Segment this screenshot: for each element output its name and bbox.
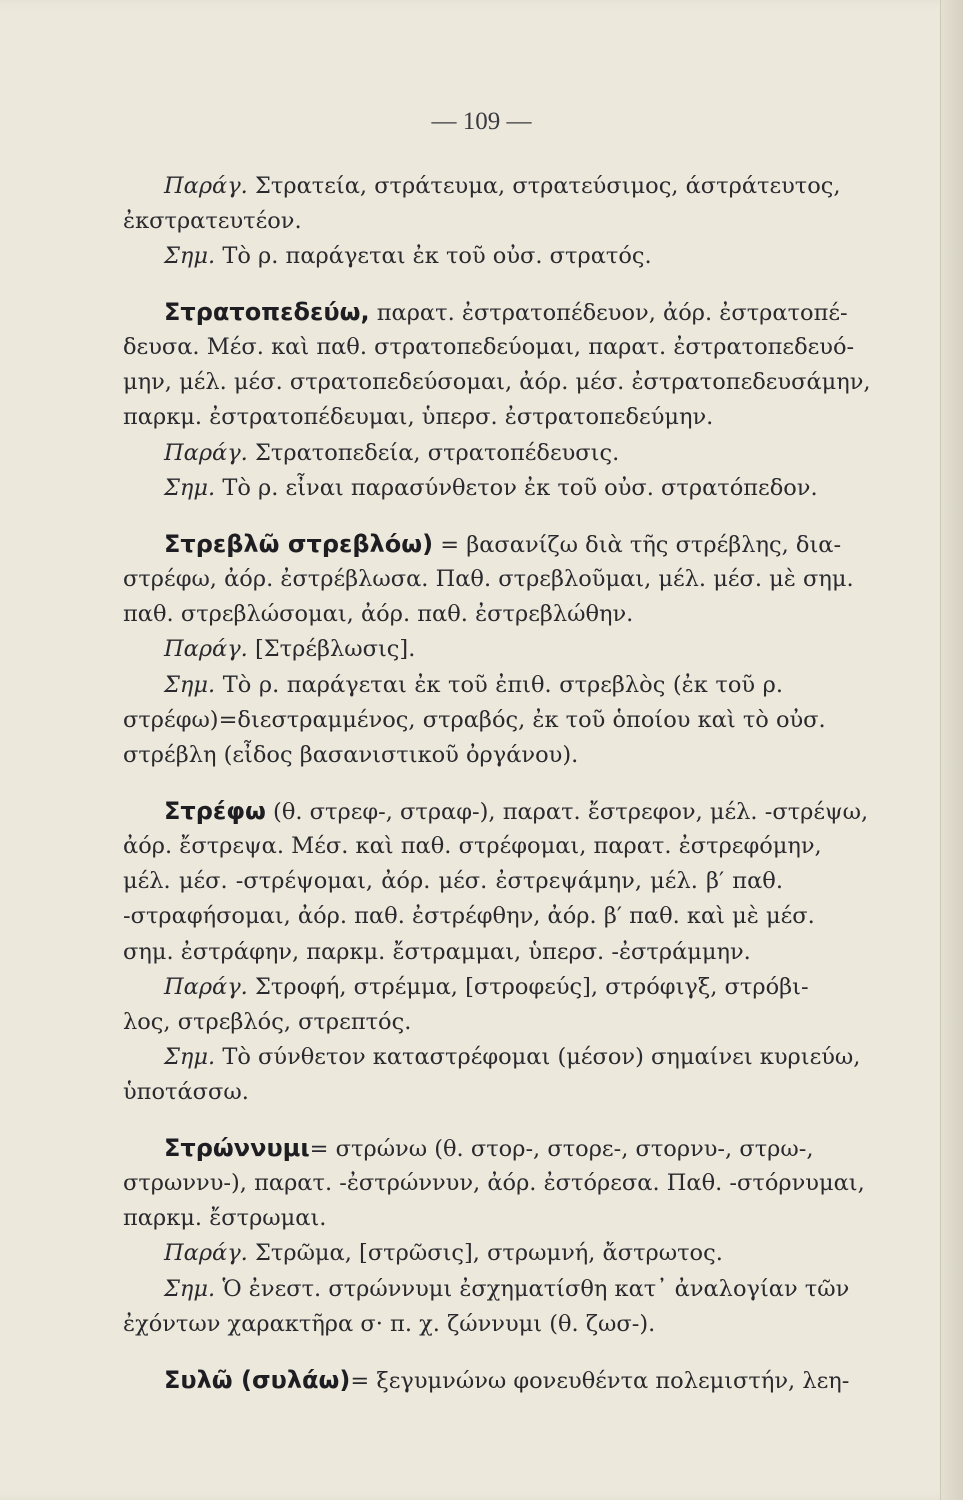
- text-line: Σημ. Τὸ ρ. εἶναι παρασύνθετον ἐκ τοῦ οὐσ. στρατόπεδον.: [164, 475, 818, 501]
- page-number: — 109 —: [431, 108, 532, 135]
- text-line: λος, στρεβλός, στρεπτός.: [123, 1009, 412, 1035]
- text-line: Παράγ. [Στρέβλωσις].: [164, 636, 416, 662]
- text-line: στρωννυ-), παρατ. -ἐστρώννυν, ἀόρ. ἐστόρεσα. Παθ. -στόρνυμαι,: [123, 1170, 865, 1196]
- text-line: ἀόρ. ἔστρεψα. Μέσ. καὶ παθ. στρέφομαι, παρατ. ἐστρεφόμην,: [123, 833, 822, 859]
- text-line: Σημ. Τὸ σύνθετον καταστρέφομαι (μέσον) σημαίνει κυριεύω,: [164, 1044, 861, 1070]
- text-line: Σημ. Ὁ ἐνεστ. στρώννυμι ἐσχηματίσθη κατ᾽ ἀναλογίαν τῶν: [164, 1276, 850, 1302]
- text-line: ἐκστρατευτέον.: [123, 208, 302, 234]
- entry-line: Στρέφω (θ. στρεφ-, στραφ-), παρατ. ἔστρεφον, μέλ. -στρέψω,: [164, 797, 869, 825]
- lemma: Στρέφω: [164, 797, 266, 825]
- text-line: Σημ. Τὸ ρ. παράγεται ἐκ τοῦ ἐπιθ. στρεβλὸς (ἐκ τοῦ ρ.: [164, 672, 783, 698]
- entry-line: Στρώννυμι= στρώνω (θ. στορ-, στορε-, στορνυ-, στρω-,: [164, 1134, 814, 1162]
- text-line: Σημ. Τὸ ρ. παράγεται ἐκ τοῦ οὐσ. στρατός.: [164, 243, 652, 269]
- text-line: μέλ. μέσ. -στρέψομαι, ἀόρ. μέσ. ἐστρεψάμην, μέλ. β′ παθ.: [123, 868, 783, 894]
- lemma: Στρεβλῶ στρεβλόω): [164, 530, 434, 558]
- lemma: Στρατοπεδεύω,: [164, 298, 370, 326]
- page-edge: [940, 0, 963, 1500]
- text-line: ὑποτάσσω.: [123, 1079, 249, 1105]
- text-line: μην, μέλ. μέσ. στρατοπεδεύσομαι, ἀόρ. μέσ. ἐστρατοπεδευσάμην,: [123, 369, 871, 395]
- text-line: -στραφήσομαι, ἀόρ. παθ. ἐστρέφθην, ἀόρ. β′ παθ. καὶ μὲ μέσ.: [123, 903, 815, 929]
- text-line: παρκμ. ἐστρατοπέδευμαι, ὑπερσ. ἐστρατοπεδεύμην.: [123, 404, 714, 430]
- entry-line: Συλῶ (συλάω)= ξεγυμνώνω φονευθέντα πολεμιστήν, λεη-: [164, 1366, 850, 1394]
- text-line: δευσα. Μέσ. καὶ παθ. στρατοπεδεύομαι, παρατ. ἐστρατοπεδευό-: [123, 334, 855, 360]
- text-line: Παράγ. Στρατεία, στράτευμα, στρατεύσιμος, άστράτευτος,: [164, 173, 841, 199]
- text-line: παρκμ. ἔστρωμαι.: [123, 1205, 327, 1231]
- lemma: Στρώννυμι: [164, 1134, 310, 1162]
- entry-line: Στρατοπεδεύω, παρατ. ἐστρατοπέδευον, ἀόρ. ἐστρατοπέ-: [164, 298, 848, 326]
- text-line: παθ. στρεβλώσομαι, ἀόρ. παθ. ἐστρεβλώθην.: [123, 601, 634, 627]
- text-line: Παράγ. Στρατοπεδεία, στρατοπέδευσις.: [164, 440, 620, 466]
- text-line: Παράγ. Στρῶμα, [στρῶσις], στρωμνή, ἄστρωτος.: [164, 1240, 723, 1266]
- text-line: στρέφω, ἀόρ. ἐστρέβλωσα. Παθ. στρεβλοῦμαι, μέλ. μέσ. μὲ σημ.: [123, 566, 854, 592]
- text-line: Παράγ. Στροφή, στρέμμα, [στροφεύς], στρόφιγξ, στρόβι-: [164, 974, 809, 1000]
- text-line: σημ. ἐστράφην, παρκμ. ἔστραμμαι, ὑπερσ. -ἐστράμμην.: [123, 939, 751, 965]
- text-line: στρέβλη (εἶδος βασανιστικοῦ ὀργάνου).: [123, 742, 579, 768]
- entry-line: Στρεβλῶ στρεβλόω) = βασανίζω διὰ τῆς στρέβλης, δια-: [164, 530, 842, 558]
- text-line: ἐχόντων χαρακτῆρα σ· π. χ. ζώννυμι (θ. ζωσ-).: [123, 1311, 656, 1337]
- text-line: στρέφω)=διεστραμμένος, στραβός, ἐκ τοῦ ὁποίου καὶ τὸ οὐσ.: [123, 707, 826, 733]
- lemma: Συλῶ (συλάω): [164, 1366, 351, 1394]
